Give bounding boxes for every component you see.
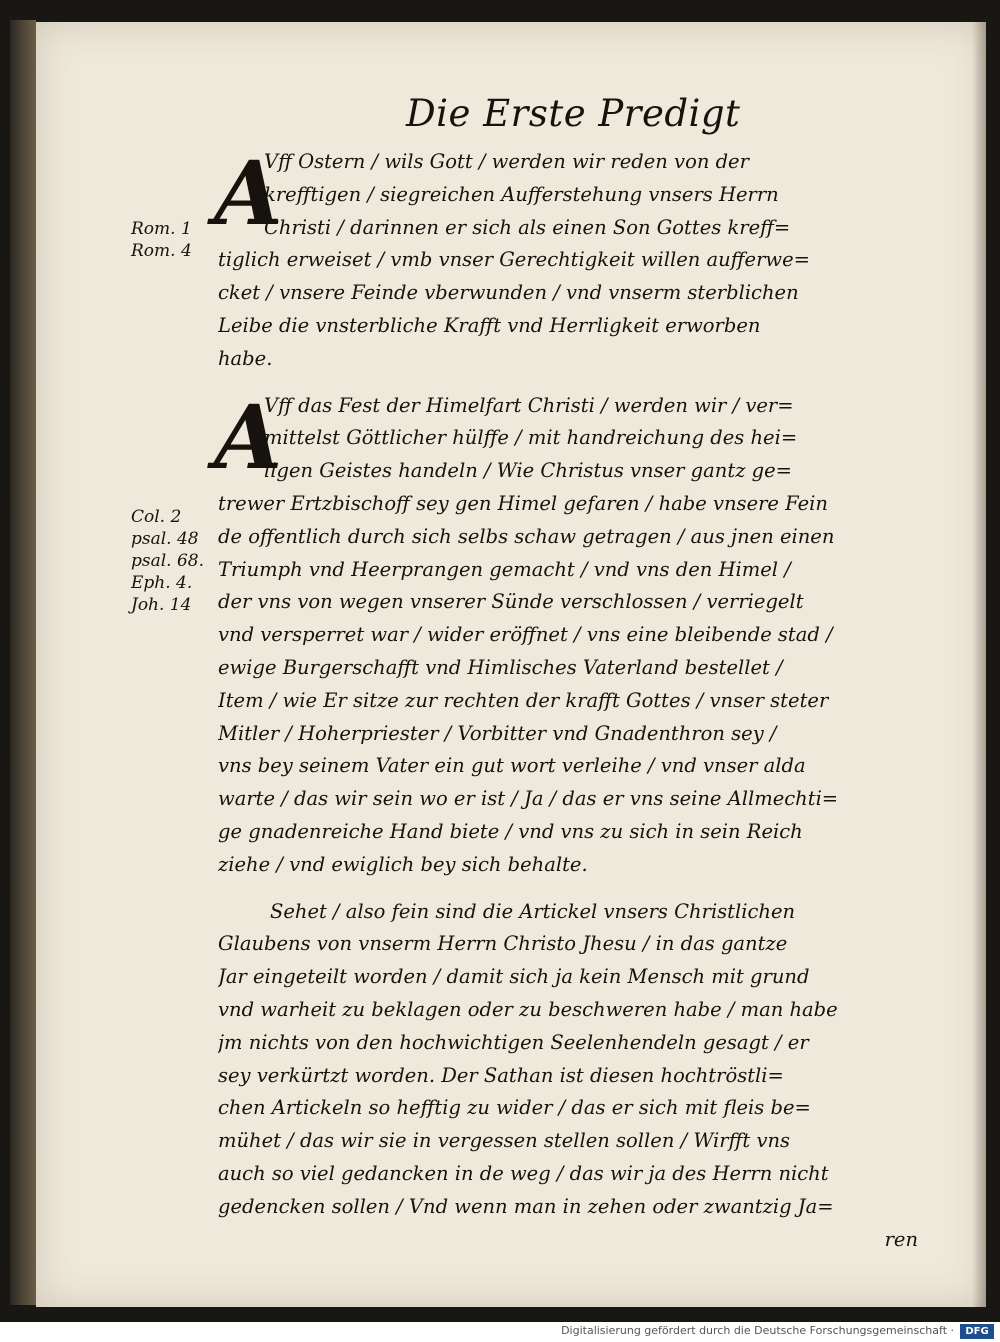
text-line: ge gnadenreiche Hand biete / vnd vns zu sich in sein Reich bbox=[218, 819, 803, 843]
text-line: vns bey seinem Vater ein gut wort verleihe / vnd vnser alda bbox=[218, 754, 806, 778]
margin-notes-col bbox=[131, 506, 204, 616]
paragraph-sehet bbox=[218, 896, 918, 1257]
margin-note: Joh. 14 bbox=[131, 595, 192, 615]
text-line: de offentlich durch sich selbs schaw getragen / aus jnen einen bbox=[218, 524, 835, 548]
text-line: Glaubens von vnserm Herrn Christo Jhesu / in das gantze bbox=[218, 932, 788, 956]
margin-note: psal. 48 bbox=[131, 529, 199, 549]
book-binding-edge bbox=[10, 20, 36, 1305]
text-line: krefftigen / siegreichen Aufferstehung vnsers Herrn bbox=[264, 182, 779, 206]
margin-note: Rom. 4 bbox=[131, 241, 192, 261]
text-line: der vns von wegen vnserer Sünde verschlossen / verriegelt bbox=[218, 590, 804, 614]
text-line: mittelst Göttlicher hülffe / mit handreichung des hei= bbox=[264, 426, 798, 450]
text-line: vnd warheit zu beklagen oder zu beschweren habe / man habe bbox=[218, 997, 838, 1021]
dfg-logo: DFG bbox=[960, 1324, 994, 1339]
margin-note: Eph. 4. bbox=[131, 573, 193, 593]
margin-note: psal. 68. bbox=[131, 551, 205, 571]
text-line: trewer Ertzbischoff sey gen Himel gefaren / habe vnsere Fein bbox=[218, 491, 828, 515]
paragraph-easter bbox=[214, 141, 918, 376]
text-line: jm nichts von den hochwichtigen Seelenhendeln gesagt / er bbox=[218, 1030, 809, 1054]
text-line: Vff das Fest der Himelfart Christi / werden wir / ver= bbox=[264, 393, 794, 417]
text-line: mühet / das wir sie in vergessen stellen sollen / Wirfft vns bbox=[218, 1129, 791, 1153]
paragraph-ascension bbox=[214, 384, 918, 882]
text-line: chen Artickeln so hefftig zu wider / das er sich mit fleis be= bbox=[218, 1096, 811, 1120]
margin-note: Col. 2 bbox=[131, 507, 182, 527]
text-line: Sehet / also fein sind die Artickel vnsers Christlichen bbox=[270, 899, 796, 923]
text-line: Jar eingeteilt worden / damit sich ja kein Mensch mit grund bbox=[218, 965, 810, 989]
text-line: auch so viel gedancken in de weg / das wir ja des Herrn nicht bbox=[218, 1161, 829, 1185]
text-line: habe. bbox=[218, 346, 273, 370]
book-page bbox=[36, 22, 986, 1307]
page-edge-shadow bbox=[972, 22, 986, 1307]
margin-note: Rom. 1 bbox=[131, 219, 192, 239]
running-head: Die Erste Predigt bbox=[406, 92, 741, 135]
text-line: Mitler / Hoherpriester / Vorbitter vnd Gnadenthron sey / bbox=[218, 721, 777, 745]
text-line: ziehe / vnd ewiglich bey sich behalte. bbox=[218, 852, 588, 876]
body-text bbox=[214, 141, 918, 1256]
margin-notes-rom bbox=[131, 218, 192, 262]
drop-cap-initial: A bbox=[214, 141, 283, 245]
text-line: Leibe die vnsterbliche Krafft vnd Herrligkeit erworben bbox=[218, 313, 761, 337]
text-line: ligen Geistes handeln / Wie Christus vnser gantz ge= bbox=[264, 459, 793, 483]
text-line: warte / das wir sein wo er ist / Ja / das er vns seine Allmechti= bbox=[218, 787, 839, 811]
text-line: Triumph vnd Heerprangen gemacht / vnd vns den Himel / bbox=[218, 557, 791, 581]
text-line: tiglich erweiset / vmb vnser Gerechtigkeit willen aufferwe= bbox=[218, 248, 810, 272]
funding-credit: Digitalisierung gefördert durch die Deutsche Forschungsgemeinschaft · bbox=[561, 1324, 954, 1337]
catchword: ren bbox=[884, 1227, 918, 1251]
drop-cap-initial: A bbox=[214, 384, 283, 489]
text-line: ewige Burgerschafft vnd Himlisches Vaterland bestellet / bbox=[218, 655, 783, 679]
text-line: vnd versperret war / wider eröffnet / vns eine bleibende stad / bbox=[218, 623, 833, 647]
text-line: Item / wie Er sitze zur rechten der krafft Gottes / vnser steter bbox=[218, 688, 829, 712]
footer-bar bbox=[0, 1322, 1000, 1342]
text-line: cket / vnsere Feinde vberwunden / vnd vnserm sterblichen bbox=[218, 281, 799, 305]
text-line: sey verkürtzt worden. Der Sathan ist diesen hochtröstli= bbox=[218, 1063, 784, 1087]
text-line: Christi / darinnen er sich als einen Son Gottes kreff= bbox=[264, 215, 791, 239]
text-line: gedencken sollen / Vnd wenn man in zehen oder zwantzig Ja= bbox=[218, 1194, 834, 1218]
text-line: Vff Ostern / wils Gott / werden wir reden von der bbox=[264, 150, 749, 173]
